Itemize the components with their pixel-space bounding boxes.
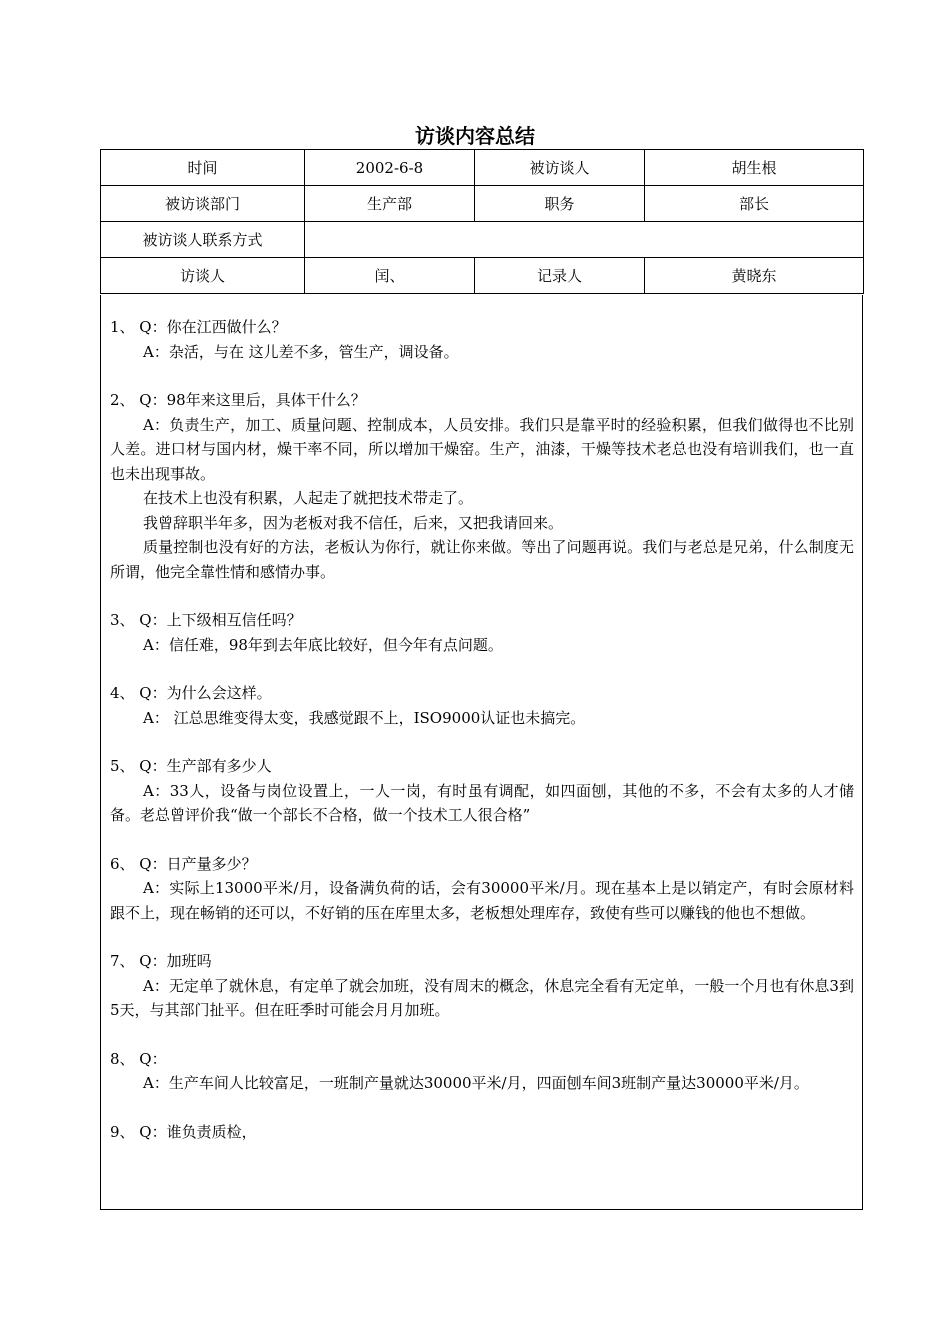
time-label: 时间 xyxy=(101,150,305,186)
qa-item xyxy=(110,852,854,926)
qa-item xyxy=(110,1047,854,1096)
question: 5、 Q：生产部有多少人 xyxy=(110,757,272,775)
interviewer-value: 闰、 xyxy=(305,258,475,294)
qa-item xyxy=(110,754,854,828)
department-value: 生产部 xyxy=(305,186,475,222)
recorder-label: 记录人 xyxy=(475,258,645,294)
interviewee-label: 被访谈人 xyxy=(475,150,645,186)
table-row xyxy=(101,258,864,294)
qa-item xyxy=(110,315,854,364)
question: 7、 Q：加班吗 xyxy=(110,952,212,970)
table-row xyxy=(101,186,864,222)
interviewer-label: 访谈人 xyxy=(101,258,305,294)
recorder-value: 黄晓东 xyxy=(645,258,864,294)
answer-paragraph: 质量控制也没有好的方法，老板认为你行，就让你来做。等出了问题再说。我们与老总是兄弟，什么制度无所谓，他完全靠性情和感情办事。 xyxy=(110,538,854,581)
question: 1、 Q：你在江西做什么？ xyxy=(110,318,287,336)
answer: A：信任难，98年到去年底比较好，但今年有点问题。 xyxy=(143,635,503,654)
contact-value xyxy=(305,222,864,258)
table-row xyxy=(101,150,864,186)
answer: A：杂活，与在 这儿差不多，管生产，调设备。 xyxy=(143,342,459,361)
answer: A：实际上13000平米/月，设备满负荷的话，会有30000平米/月。现在基本上是以销定产，有时会原材料跟不上，现在畅销的还可以，不好销的压在库里太多，老板想处理库存，致使有些可以赚钱的他也不想做。 xyxy=(110,879,854,922)
answer: A：无定单了就休息，有定单了就会加班，没有周末的概念，休息完全看有无定单，一般一个月也有休息3到5天，与其部门扯平。但在旺季时可能会月月加班。 xyxy=(110,976,854,1019)
department-label: 被访谈部门 xyxy=(101,186,305,222)
qa-item xyxy=(110,1120,854,1145)
qa-item xyxy=(110,388,854,584)
question: 9、 Q：谁负责质检， xyxy=(110,1122,257,1141)
answer-paragraph: 在技术上也没有积累，人起走了就把技术带走了。 xyxy=(143,489,474,507)
answer: A：生产车间人比较富足，一班制产量就达30000平米/月，四面刨车间3班制产量达30000平米/月。 xyxy=(143,1074,809,1092)
answer-paragraph: 我曾辞职半年多，因为老板对我不信任，后来，又把我请回来。 xyxy=(143,513,564,532)
question: 4、 Q：为什么会这样。 xyxy=(110,684,272,702)
qa-item xyxy=(110,608,854,657)
answer: A：33人，设备与岗位设置上，一人一岗，有时虽有调配，如四面刨，其他的不多，不会有太多的人才储备。老总曾评价我“做一个部长不合格，做一个技术工人很合格” xyxy=(110,781,854,824)
position-value: 部长 xyxy=(645,186,864,222)
time-value: 2002-6-8 xyxy=(305,150,475,186)
interview-content xyxy=(100,295,863,1210)
question: 3、 Q：上下级相互信任吗？ xyxy=(110,611,302,629)
answer: A： 江总思维变得太变，我感觉跟不上，ISO9000认证也未搞完。 xyxy=(143,708,586,727)
qa-item xyxy=(110,681,854,730)
position-label: 职务 xyxy=(475,186,645,222)
interviewee-value: 胡生根 xyxy=(645,150,864,186)
question: 2、 Q：98年来这里后，具体干什么？ xyxy=(110,391,366,409)
info-table xyxy=(100,149,864,294)
question: 8、 Q： xyxy=(110,1049,167,1068)
table-row xyxy=(101,222,864,258)
question: 6、 Q：日产量多少？ xyxy=(110,854,257,873)
qa-list xyxy=(101,295,862,1144)
qa-item xyxy=(110,949,854,1023)
page-title: 访谈内容总结 xyxy=(415,124,535,148)
contact-label: 被访谈人联系方式 xyxy=(101,222,305,258)
answer: A：负责生产，加工、质量问题、控制成本，人员安排。我们只是靠平时的经验积累，但我们做得也不比别人差。进口材与国内材，燥干率不同，所以增加干燥窑。生产，油漆，干燥等技术老总也没有培训我们，也一直也未出现事故。 xyxy=(110,415,854,483)
